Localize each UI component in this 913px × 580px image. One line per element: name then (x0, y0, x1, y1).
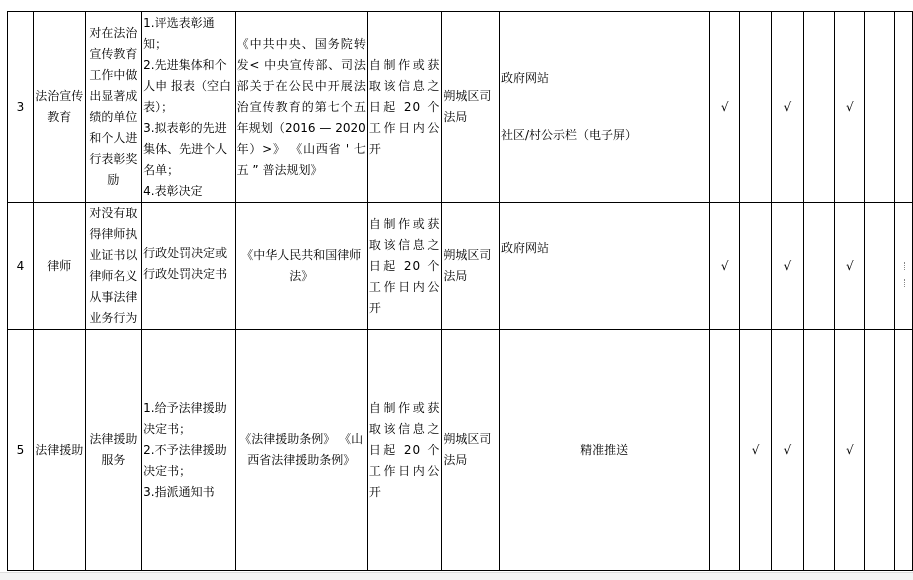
table-row (8, 12, 913, 203)
row-number: 4 (8, 203, 34, 330)
check-cell (803, 330, 835, 571)
check-cell: √ (835, 12, 865, 203)
document-line: 4.表彰决定 (143, 183, 203, 198)
page-edge-marks (904, 262, 913, 296)
document-line: 2.先进集体和个人申 报表（空白表）； (143, 57, 231, 114)
basis-cell: 《法律援助条例》 《山西省法律援助条例》 (235, 330, 367, 571)
category-cell: 律师 (33, 203, 85, 330)
document-line: 1.给予法律援助决定书； (143, 400, 227, 436)
department-cell: 朔城区司法局 (442, 203, 500, 330)
check-cell: √ (740, 330, 772, 571)
row-number: 5 (8, 330, 34, 571)
check-cell: √ (835, 203, 865, 330)
check-cell: √ (710, 12, 740, 203)
time-limit-cell: 自制作或获取该信息之日起 20 个工作日内公开 (367, 12, 442, 203)
table-row (8, 330, 913, 571)
check-cell: √ (771, 203, 803, 330)
channels-cell (499, 203, 709, 330)
category-cell: 法治宣传教育 (33, 12, 85, 203)
check-cell (710, 330, 740, 571)
check-cell (803, 12, 835, 203)
item-cell: 对在法治宣传教育工作中做出显著成绩的单位和个人进行表彰奖励 (85, 12, 142, 203)
row-number: 3 (8, 12, 34, 203)
item-cell: 法律援助服务 (85, 330, 142, 571)
check-cell (865, 330, 895, 571)
time-limit-cell: 自制作或获取该信息之日起 20 个工作日内公开 (367, 203, 442, 330)
basis-cell: 《中共中央、国务院转发< 中央宣传部、司法部关于在公民中开展法治宣传教育的第七个五年规划（2016 — 2020 年）>》 《山西省 ' 七五 ” 普法规划》 (235, 12, 367, 203)
time-limit-cell: 自制作或获取该信息之日起 20 个工作日内公开 (367, 330, 442, 571)
check-cell (740, 203, 772, 330)
document-line: 1.评选表彰通知； (143, 15, 215, 51)
document-line: 3.指派通知书 (143, 484, 215, 499)
document-line: 2.不予法律援助决定书； (143, 442, 227, 478)
documents-cell (142, 330, 235, 571)
channel-item: 精准推送 (580, 442, 629, 457)
basis-cell: 《中华人民共和国律师法》 (235, 203, 367, 330)
channel-item: 社区/村公示栏（电子屏） (500, 128, 637, 142)
check-cell: √ (771, 330, 803, 571)
channel-item: 政府网站 (500, 241, 549, 255)
check-cell (740, 12, 772, 203)
item-cell: 对没有取得律师执业证书以律师名义从事法律业务行为 (85, 203, 142, 330)
category-cell: 法律援助 (33, 330, 85, 571)
check-cell (865, 12, 895, 203)
department-cell: 朔城区司法局 (442, 12, 500, 203)
document-line: 3.拟表彰的先进集体、先进个人名单； (143, 120, 228, 177)
check-cell: √ (835, 330, 865, 571)
disclosure-table (7, 11, 913, 571)
check-cell (865, 203, 895, 330)
document-line: 行政处罚决定或行政处罚决定书 (143, 246, 228, 281)
check-cell: √ (710, 203, 740, 330)
check-cell (803, 203, 835, 330)
channels-cell (499, 330, 709, 571)
check-cell: √ (771, 12, 803, 203)
documents-cell (142, 12, 235, 203)
channel-item: 政府网站 (500, 71, 549, 85)
documents-cell (142, 203, 235, 330)
channels-cell (499, 12, 709, 203)
department-cell: 朔城区司法局 (442, 330, 500, 571)
table-row (8, 203, 913, 330)
